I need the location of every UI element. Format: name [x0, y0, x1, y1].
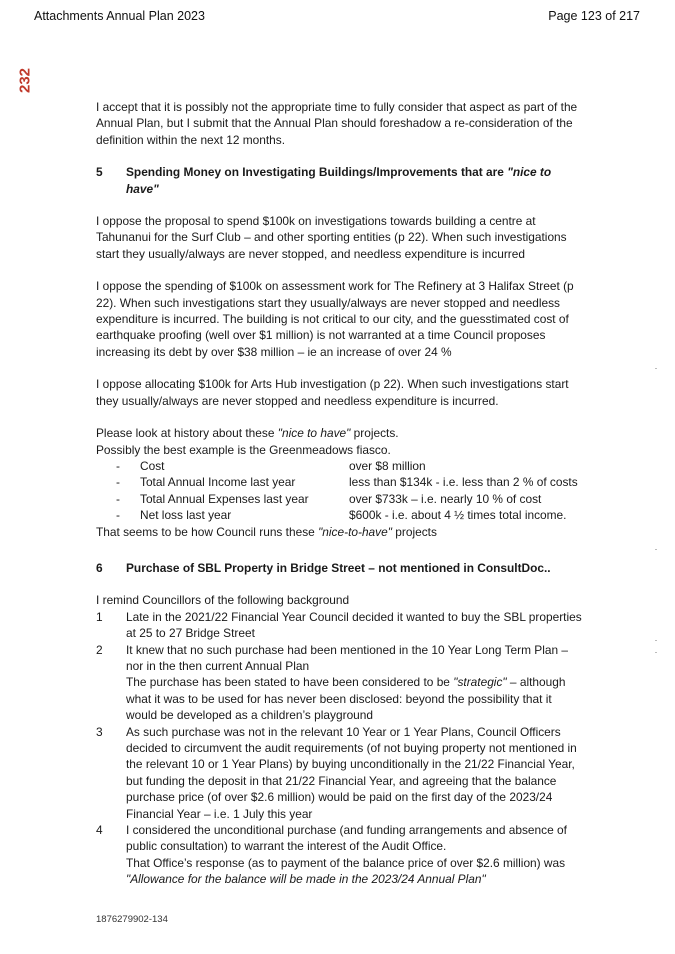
- section-5-paragraph-2: I oppose the spending of $100k on assessment work for The Refinery at 3 Halifax Street (p 22). When such investigations start they usually/always are never stopped and needless expenditure is incurred. The building is not critical to our city, and the guesstimated cost of earthquake proofing (well over $1 million) is not warranted at a time Council proposes increasing its debt by over $38 million – ie an increase of over 24 %: [96, 279, 574, 359]
- list-item: - Cost over $8 million: [116, 458, 426, 473]
- list-item: 1 Late in the 2021/22 Financial Year Council decided it wanted to buy the SBL properties at 25 to 27 Bridge Street: [96, 609, 582, 641]
- list-item: 2 It knew that no such purchase had been mentioned in the 10 Year Long Term Plan – nor in the then current Annual Plan The purchase has been stated to have been considered to be "strategic" – although what it was to be used for has never been disclosed: beyond the possibility that it would be developed as a children’s playground: [96, 642, 569, 723]
- header-title: Attachments Annual Plan 2023: [34, 9, 205, 23]
- history-line: Please look at history about these "nice to have" projects.: [96, 426, 399, 441]
- scan-mark: [655, 640, 657, 641]
- list-item: - Total Annual Income last year less than $134k - i.e. less than 2 % of costs: [116, 475, 578, 490]
- list-item: - Total Annual Expenses last year over $733k – i.e. nearly 10 % of cost: [116, 491, 542, 506]
- list-item: 4 I considered the unconditional purchase (and funding arrangements and absence of public consultation) to warrant the interest of the Audit Office. That Office’s response (as to payment of the balance price of over $2.6 million) was "Allowance for the balance will be made in the 2023/24 Annual Plan": [96, 823, 567, 887]
- section-5-paragraph-3: I oppose allocating $100k for Arts Hub investigation (p 22). When such investigations start they usually/always are never stopped and needless expenditure is incurred.: [96, 377, 569, 408]
- greenmeadows-bullets: [96, 458, 582, 524]
- closing-line: That seems to be how Council runs these "nice-to-have" projects: [96, 524, 437, 539]
- list-item: - Net loss last year $600k - i.e. about 4 ½ times total income.: [116, 508, 567, 523]
- intro-paragraph: I accept that it is possibly not the appropriate time to fully consider that aspect as part of the Annual Plan, but I submit that the Annual Plan should foreshadow a re-consideration of the definition within the next 12 months.: [96, 100, 578, 147]
- side-page-number: 232: [16, 67, 34, 94]
- background-list: [96, 609, 582, 888]
- list-item: 3 As such purchase was not in the relevant 10 Year or 1 Year Plans, Council Officers decided to circumvent the audit requirements (of not buying property not mentioned in the relevant 10 or 1 Year Plans) by buying unconditionally in the 21/22 Financial Year, but funding the deposit in that 21/22 Financial Year, and agreeing that the balance purchase price (of over $2.6 million) would be paid on the first day of the 2023/24 Financial Year – i.e. 1 July this year: [96, 724, 577, 821]
- header-page-number: Page 123 of 217: [548, 9, 640, 23]
- footer-doc-id: 1876279902-134: [96, 914, 168, 925]
- scan-mark: [655, 549, 657, 550]
- section-5-paragraph-1: I oppose the proposal to spend $100k on investigations towards building a centre at Tahunanui for the Surf Club – and other sporting entities (p 22). When such investigations start they usually/always are never stopped, and needless expenditure is incurred: [96, 214, 567, 261]
- scan-mark: [655, 652, 657, 653]
- document-body: [96, 99, 582, 888]
- section-5-heading: 5 Spending Money on Investigating Buildings/Improvements that are "nice to have": [96, 165, 552, 196]
- best-example-line: Possibly the best example is the Greenmeadows fiasco.: [96, 442, 391, 457]
- section-6-heading: 6 Purchase of SBL Property in Bridge Street – not mentioned in ConsultDoc..: [96, 560, 551, 575]
- section-6-intro: I remind Councillors of the following background: [96, 593, 350, 608]
- scan-mark: [655, 368, 657, 369]
